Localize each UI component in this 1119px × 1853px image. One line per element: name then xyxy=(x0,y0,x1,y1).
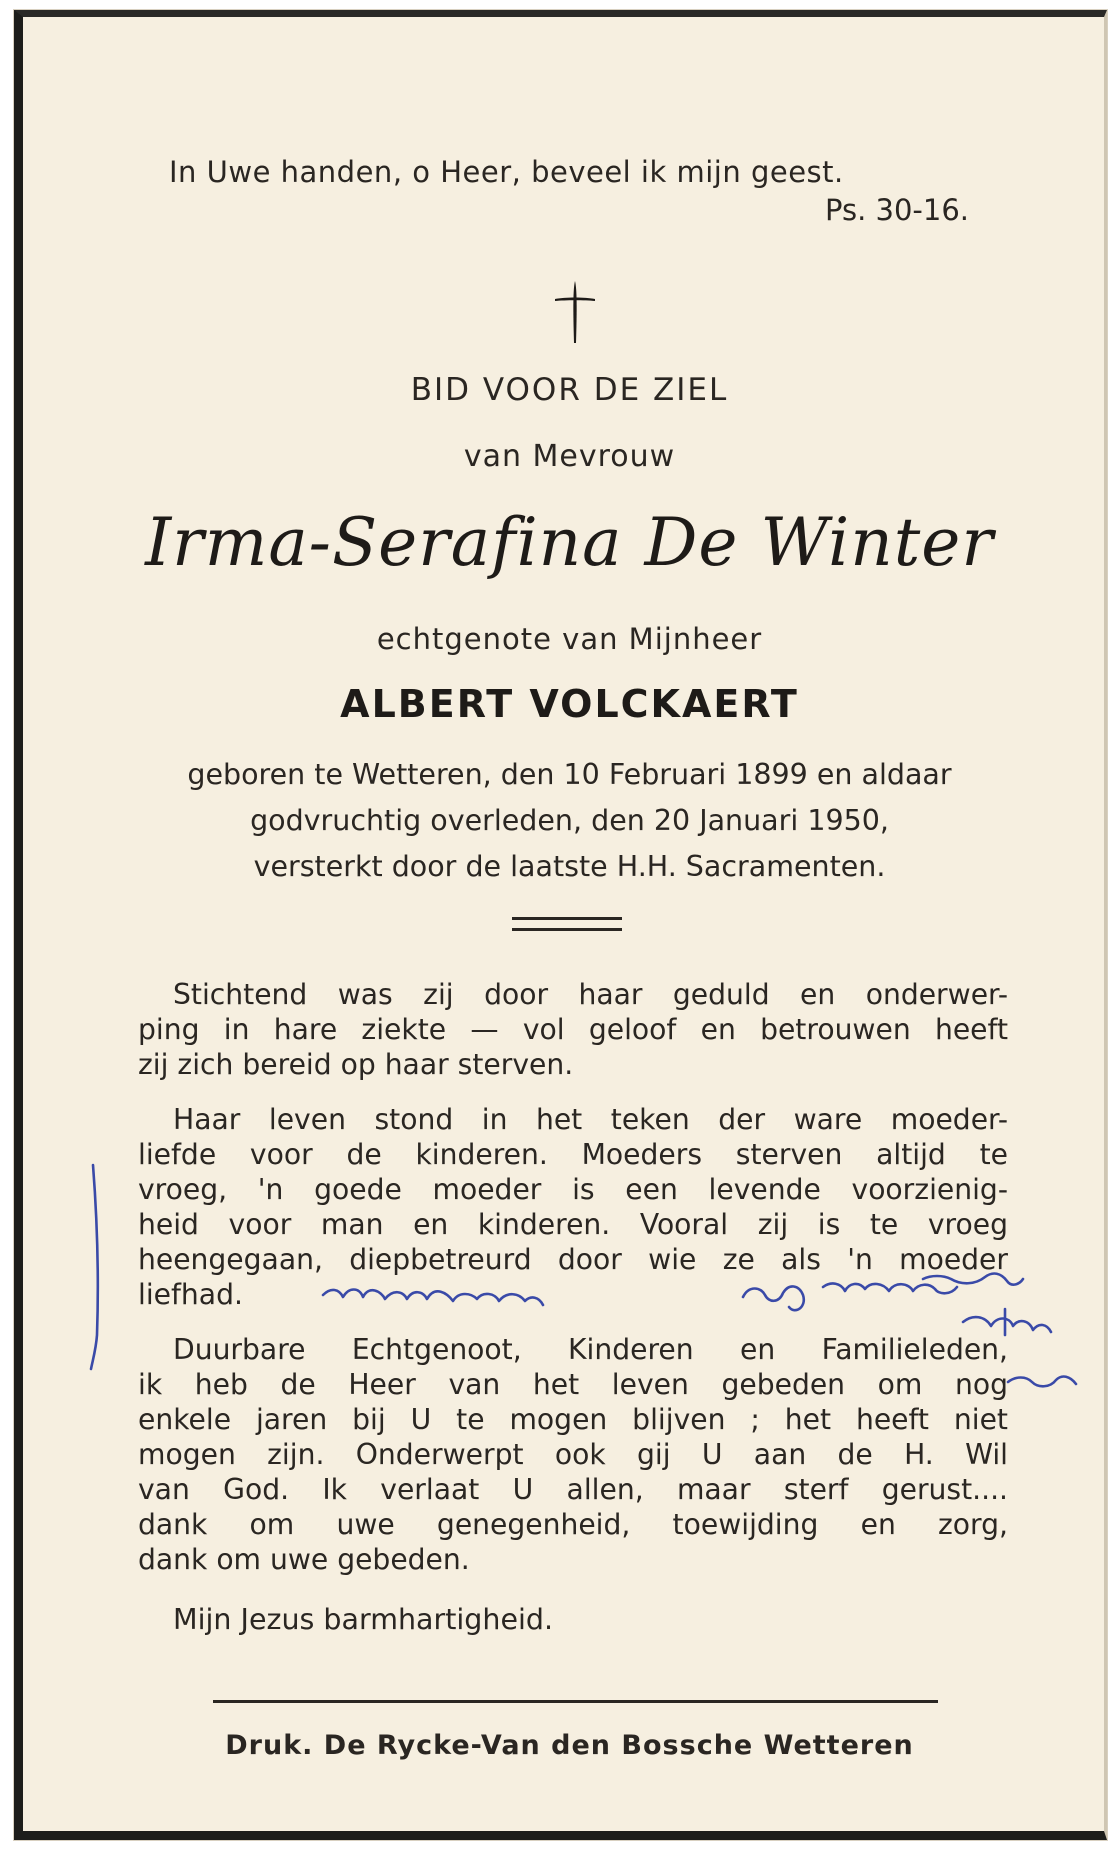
footer-rule xyxy=(213,1700,938,1703)
deceased-name: Irma-Serafina De Winter xyxy=(145,504,994,581)
spouse-intro: echtgenote van Mijnheer xyxy=(376,622,763,656)
closing-prayer: Mijn Jezus barmhartigheid. xyxy=(173,1603,554,1636)
text-line: Haar leven stond in het teken der ware moeder- xyxy=(173,1103,1008,1136)
birth-line: geboren te Wetteren, den 10 Februari 1899 en aldaar xyxy=(187,758,952,791)
text-line: liefde voor de kinderen. Moeders sterven altijd te xyxy=(138,1138,1008,1171)
spouse-name: ALBERT VOLCKAERT xyxy=(340,682,799,726)
text-line: dank om uwe genegenheid, toewijding en zorg, xyxy=(138,1508,1008,1541)
text-line: zij zich bereid op haar sterven. xyxy=(138,1048,574,1081)
memorial-card xyxy=(14,10,1107,1840)
text-line: ik heb de Heer van het leven gebeden om nog xyxy=(138,1368,1008,1401)
text-line: Duurbare Echtgenoot, Kinderen en Familieleden, xyxy=(173,1333,1008,1366)
paragraph-3 xyxy=(138,1332,1008,1577)
text-line: ping in hare ziekte — vol geloof en betrouwen heeft xyxy=(138,1013,1008,1046)
text-line: dank om uwe gebeden. xyxy=(138,1543,470,1576)
text-line: heid voor man en kinderen. Vooral zij is te vroeg xyxy=(138,1208,1008,1241)
cross-icon xyxy=(553,279,597,345)
life-dates xyxy=(23,752,1116,890)
divider-line-bottom xyxy=(512,928,622,931)
printer-credit: Druk. De Rycke-Van den Bossche Wetteren xyxy=(225,1730,914,1761)
text-line: vroeg, 'n goede moeder is een levende voorzienig- xyxy=(138,1173,1008,1206)
sacrament-line: versterkt door de laatste H.H. Sacramenten. xyxy=(253,850,886,883)
divider-line-top xyxy=(512,917,622,920)
text-line: heengegaan, diepbetreurd door wie ze als 'n moeder xyxy=(138,1243,1008,1276)
paragraph-1 xyxy=(138,977,1008,1082)
text-line: mogen zijn. Onderwerpt ook gij U aan de H. Wil xyxy=(138,1438,1008,1471)
paragraph-2 xyxy=(138,1102,1008,1312)
title-line: van Mevrouw xyxy=(463,439,676,474)
epigraph-reference: Ps. 30-16. xyxy=(824,193,969,227)
text-line: enkele jaren bij U te mogen blijven ; het heeft niet xyxy=(138,1403,1008,1436)
death-line: godvruchtig overleden, den 20 Januari 1950, xyxy=(250,804,889,837)
text-line: liefhad. xyxy=(138,1278,243,1311)
prayer-heading: BID VOOR DE ZIEL xyxy=(410,372,729,408)
text-line: van God. Ik verlaat U allen, maar sterf gerust.... xyxy=(138,1473,1008,1506)
text-line: Stichtend was zij door haar geduld en onderwer- xyxy=(173,978,1008,1011)
epigraph-quote: In Uwe handen, o Heer, beveel ik mijn geest. xyxy=(169,155,844,189)
